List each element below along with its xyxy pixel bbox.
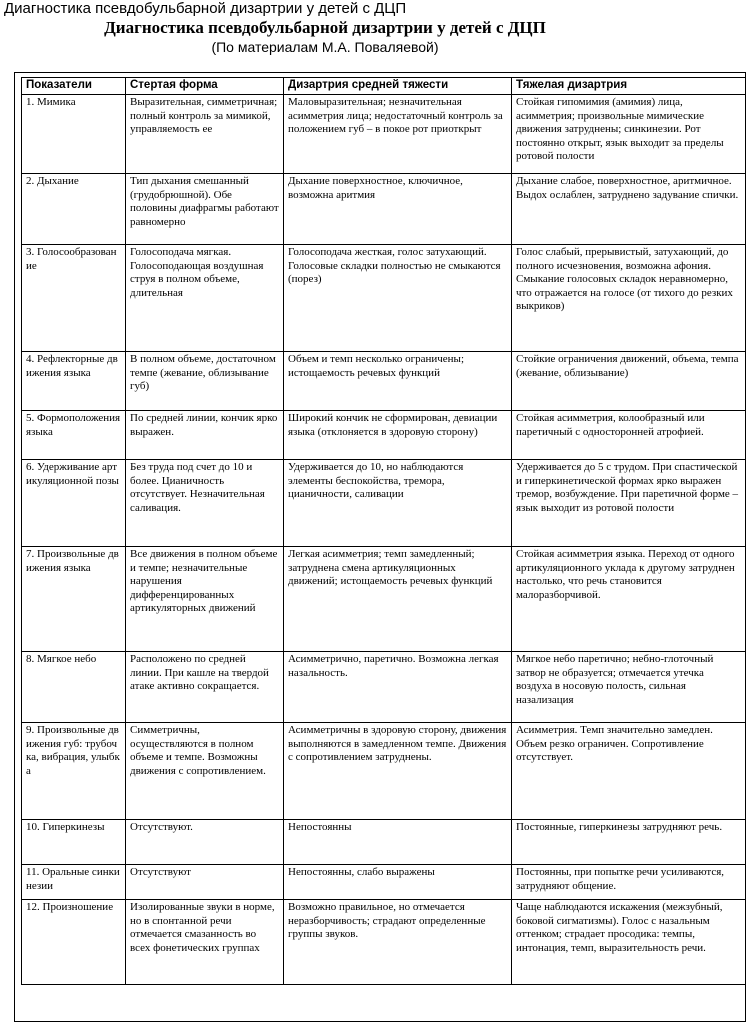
- mild-cell: По средней линии, кончик ярко выражен.: [126, 411, 284, 460]
- severe-cell: Постоянны, при попытке речи усиливаются, затрудняют общение.: [512, 865, 746, 900]
- diagnostics-table: [21, 77, 746, 985]
- document-title: Диагностика псевдобульбарной дизартрии у детей с ДЦП: [104, 18, 546, 37]
- moderate-cell: Объем и темп несколько ограничены; истощаемость речевых функций: [284, 352, 512, 411]
- severe-cell: Дыхание слабое, поверхностное, аритмичное. Выдох ослаблен, затруднено задувание спички.: [512, 174, 746, 245]
- mild-cell: Отсутствуют: [126, 865, 284, 900]
- indicator-cell: 11. Оральные синкинезии: [22, 865, 126, 900]
- table-header-row: [22, 78, 746, 95]
- mild-cell: Все движения в полном объеме и темпе; незначительные нарушения дифференцированных артикуляторных движений: [126, 547, 284, 652]
- table-row: [22, 723, 746, 820]
- table-row: [22, 547, 746, 652]
- moderate-cell: Широкий кончик не сформирован, девиации языка (отклоняется в здоровую сторону): [284, 411, 512, 460]
- table-row: [22, 652, 746, 723]
- table-row: [22, 820, 746, 865]
- column-header-indicator: Показатели: [22, 78, 126, 95]
- indicator-cell: 5. Формоположения языка: [22, 411, 126, 460]
- mild-cell: Симметричны, осуществляются в полном объеме и темпе. Возможны движения с сопротивлением.: [126, 723, 284, 820]
- table-row: [22, 411, 746, 460]
- mild-cell: Расположено по средней линии. При кашле на твердой атаке активно сокращается.: [126, 652, 284, 723]
- document-subtitle: (По материалам М.А. Поваляевой): [211, 39, 439, 55]
- indicator-cell: 2. Дыхание: [22, 174, 126, 245]
- moderate-cell: Асимметричны в здоровую сторону, движения выполняются в замедленном темпе. Движения с сопротивлением затруднены.: [284, 723, 512, 820]
- severe-cell: Удерживается до 5 с трудом. При спастической и гиперкинетической формах ярко выражен тремор, возбуждение. При паретичной форме – язык выходит из ротовой полости: [512, 460, 746, 547]
- mild-cell: Без труда под счет до 10 и более. Цианичность отсутствует. Незначительная саливация.: [126, 460, 284, 547]
- severe-cell: Стойкая асимметрия, колообразный или паретичный с односторонней атрофией.: [512, 411, 746, 460]
- indicator-cell: 6. Удерживание артикуляционной позы: [22, 460, 126, 547]
- table-row: [22, 95, 746, 174]
- moderate-cell: Непостоянны, слабо выражены: [284, 865, 512, 900]
- moderate-cell: Возможно правильное, но отмечается неразборчивость; страдают определенные группы звуков.: [284, 900, 512, 985]
- indicator-cell: 12. Произношение: [22, 900, 126, 985]
- column-header-moderate: Дизартрия средней тяжести: [284, 78, 512, 95]
- severe-cell: Чаще наблюдаются искажения (межзубный, боковой сигматизмы). Голос с назальным оттенком; страдает просодика: темпы, интонация, темп, выразительность речи.: [512, 900, 746, 985]
- moderate-cell: Маловыразительная; незначительная асимметрия лица; недостаточный контроль за положением губ – в покое рот приоткрыт: [284, 95, 512, 174]
- indicator-cell: 7. Произвольные движения языка: [22, 547, 126, 652]
- severe-cell: Стойкая асимметрия языка. Переход от одного артикуляционного уклада к другому затруднен настолько, что речь становится малоразборчивой.: [512, 547, 746, 652]
- severe-cell: Голос слабый, прерывистый, затухающий, до полного исчезновения, возможна афония. Смыкание голосовых складок неравномерно, что отражается на голосе (от тихого до резких выкриков): [512, 245, 746, 352]
- table-row: [22, 245, 746, 352]
- mild-cell: Выразительная, симметричная; полный контроль за мимикой, управляемость ее: [126, 95, 284, 174]
- table-row: [22, 352, 746, 411]
- mild-cell: Голосоподача мягкая. Голосоподающая воздушная струя в полном объеме, длительная: [126, 245, 284, 352]
- indicator-cell: 8. Мягкое небо: [22, 652, 126, 723]
- moderate-cell: Дыхание поверхностное, ключичное, возможна аритмия: [284, 174, 512, 245]
- indicator-cell: 10. Гиперкинезы: [22, 820, 126, 865]
- column-header-severe: Тяжелая дизартрия: [512, 78, 746, 95]
- severe-cell: Постоянные, гиперкинезы затрудняют речь.: [512, 820, 746, 865]
- mild-cell: Тип дыхания смешанный (грудобрюшной). Обе половины диафрагмы работают равномерно: [126, 174, 284, 245]
- table-row: [22, 174, 746, 245]
- severe-cell: Асимметрия. Темп значительно замедлен. Объем резко ограничен. Сопротивление отсутствует.: [512, 723, 746, 820]
- indicator-cell: 4. Рефлекторные движения языка: [22, 352, 126, 411]
- column-header-mild: Стертая форма: [126, 78, 284, 95]
- table-row: [22, 460, 746, 547]
- severe-cell: Мягкое небо паретично; небно-глоточный затвор не образуется; отмечается утечка воздуха в носовую полость, сильная назализация: [512, 652, 746, 723]
- mild-cell: Изолированные звуки в норме, но в спонтанной речи отмечается смазанность во всех фонетических группах: [126, 900, 284, 985]
- mild-cell: В полном объеме, достаточном темпе (жевание, облизывание губ): [126, 352, 284, 411]
- severe-cell: Стойкие ограничения движений, объема, темпа (жевание, облизывание): [512, 352, 746, 411]
- table-row: [22, 865, 746, 900]
- moderate-cell: Удерживается до 10, но наблюдаются элементы беспокойства, тремора, цианичности, саливации: [284, 460, 512, 547]
- moderate-cell: Непостоянны: [284, 820, 512, 865]
- moderate-cell: Асимметрично, паретично. Возможна легкая назальность.: [284, 652, 512, 723]
- table-row: [22, 900, 746, 985]
- indicator-cell: 1. Мимика: [22, 95, 126, 174]
- mild-cell: Отсутствуют.: [126, 820, 284, 865]
- moderate-cell: Легкая асимметрия; темп замедленный; затруднена смена артикуляционных движений; истощаемость речевых функций: [284, 547, 512, 652]
- top-caption: Диагностика псевдобульбарной дизартрии у детей с ДЦП: [4, 0, 407, 17]
- severe-cell: Стойкая гипомимия (амимия) лица, асимметрия; произвольные мимические движения затруднены; синкинезии. Рот постоянно открыт, язык выходит за пределы ротовой полости: [512, 95, 746, 174]
- indicator-cell: 3. Голосообразование: [22, 245, 126, 352]
- indicator-cell: 9. Произвольные движения губ: трубочка, вибрация, улыбка: [22, 723, 126, 820]
- moderate-cell: Голосоподача жесткая, голос затухающий. Голосовые складки полностью не смыкаются (порез): [284, 245, 512, 352]
